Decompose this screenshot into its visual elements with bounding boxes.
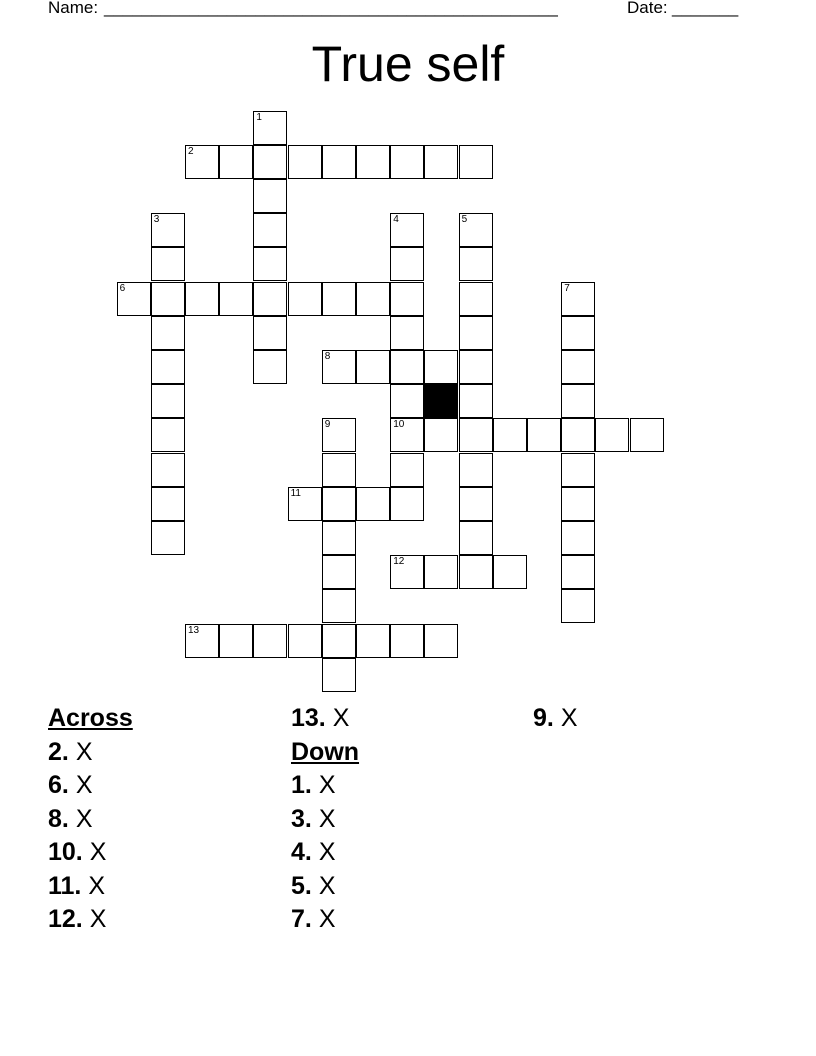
clue-across-8: 8. X: [48, 804, 93, 833]
grid-cell[interactable]: [151, 384, 185, 418]
grid-cell[interactable]: [151, 213, 185, 247]
clue-down-9: 9. X: [533, 704, 578, 732]
grid-cell[interactable]: [356, 350, 390, 384]
grid-cell[interactable]: [424, 145, 458, 179]
grid-cell[interactable]: [253, 145, 287, 179]
grid-cell[interactable]: [253, 316, 287, 350]
grid-cell[interactable]: [390, 316, 424, 350]
grid-cell[interactable]: [390, 350, 424, 384]
grid-cell[interactable]: [322, 487, 356, 521]
clue-across-12: 12. X: [48, 905, 107, 933]
grid-cell[interactable]: [322, 589, 356, 623]
clue-across-2: 2. X: [48, 737, 93, 766]
clue-number: 13: [188, 624, 200, 636]
grid-cell[interactable]: [253, 282, 287, 316]
clue-number: 10: [393, 419, 405, 431]
grid-cell[interactable]: [151, 418, 185, 452]
grid-cell[interactable]: [561, 384, 595, 418]
grid-cell[interactable]: [459, 418, 493, 452]
grid-cell[interactable]: [219, 282, 253, 316]
grid-cell[interactable]: [390, 418, 424, 452]
clue-down-4: 4. X: [291, 838, 336, 866]
grid-cell[interactable]: [185, 282, 219, 316]
across-heading: Across: [48, 704, 133, 732]
grid-cell[interactable]: [459, 282, 493, 316]
black-square: [424, 384, 458, 418]
clue-down-3: 3. X: [291, 804, 336, 833]
grid-cell[interactable]: [322, 418, 356, 452]
grid-cell[interactable]: [356, 145, 390, 179]
grid-cell[interactable]: [390, 282, 424, 316]
grid-cell[interactable]: [288, 624, 322, 658]
grid-cell[interactable]: [322, 624, 356, 658]
grid-cell[interactable]: [151, 247, 185, 281]
grid-cell[interactable]: [459, 555, 493, 589]
clue-across-11: 11. X: [48, 871, 106, 900]
grid-cell[interactable]: [117, 282, 151, 316]
grid-cell[interactable]: [459, 350, 493, 384]
clue-number: 3: [153, 214, 160, 226]
clue-number: 5: [461, 214, 468, 226]
grid-cell[interactable]: [151, 282, 185, 316]
grid-cell[interactable]: [253, 624, 287, 658]
grid-cell[interactable]: [322, 453, 356, 487]
grid-cell[interactable]: [151, 350, 185, 384]
grid-cell[interactable]: [630, 418, 664, 452]
grid-cell[interactable]: [561, 350, 595, 384]
grid-cell[interactable]: [288, 145, 322, 179]
grid-cell[interactable]: [390, 624, 424, 658]
grid-cell[interactable]: [459, 316, 493, 350]
grid-cell[interactable]: [322, 350, 356, 384]
down-heading: Down: [291, 737, 360, 766]
grid-cell[interactable]: [288, 487, 322, 521]
clue-number: 9: [324, 419, 331, 431]
clue-number: 7: [564, 282, 570, 294]
grid-cell[interactable]: [527, 418, 561, 452]
grid-cell[interactable]: [424, 555, 458, 589]
grid-cell[interactable]: [459, 213, 493, 247]
grid-cell[interactable]: [459, 453, 493, 487]
grid-cell[interactable]: [322, 145, 356, 179]
grid-cell[interactable]: [390, 213, 424, 247]
clue-column-2: [291, 702, 359, 937]
clue-number: 2: [188, 145, 194, 157]
grid-cell[interactable]: [322, 658, 356, 692]
grid-cell[interactable]: [322, 282, 356, 316]
grid-cell[interactable]: [253, 213, 287, 247]
grid-cell[interactable]: [561, 316, 595, 350]
name-line[interactable]: ________________________________________________: [104, 0, 558, 17]
clue-number: 8: [324, 351, 331, 362]
grid-cell[interactable]: [561, 487, 595, 521]
grid-cell[interactable]: [493, 418, 527, 452]
grid-cell[interactable]: [151, 487, 185, 521]
grid-cell[interactable]: [219, 145, 253, 179]
grid-cell[interactable]: [356, 282, 390, 316]
grid-cell[interactable]: [356, 487, 390, 521]
grid-cell[interactable]: [561, 589, 595, 623]
grid-cell[interactable]: [151, 521, 185, 555]
grid-cell[interactable]: [253, 247, 287, 281]
clue-number: 12: [393, 556, 405, 568]
clue-number: 6: [119, 282, 126, 294]
grid-cell[interactable]: [424, 418, 458, 452]
grid-cell[interactable]: [390, 247, 424, 281]
grid-cell[interactable]: [424, 624, 458, 658]
clue-column-1: [48, 702, 133, 937]
grid-cell[interactable]: [390, 555, 424, 589]
grid-cell[interactable]: [459, 145, 493, 179]
grid-cell[interactable]: [253, 111, 287, 145]
grid-cell[interactable]: [219, 624, 253, 658]
grid-cell[interactable]: [561, 555, 595, 589]
clue-across-6: 6. X: [48, 771, 93, 799]
grid-cell[interactable]: [459, 247, 493, 281]
grid-cell[interactable]: [561, 282, 595, 316]
clue-number: 11: [290, 487, 301, 499]
page-title: True self: [311, 36, 505, 92]
grid-cell[interactable]: [356, 624, 390, 658]
date-label: Date:: [627, 0, 668, 17]
clue-number: 1: [256, 111, 262, 123]
grid-cell[interactable]: [322, 521, 356, 555]
date-line[interactable]: _______: [672, 0, 739, 17]
clue-column-3: [533, 702, 578, 736]
grid-cell[interactable]: [561, 453, 595, 487]
clue-down-5: 5. X: [291, 871, 336, 900]
grid-cell[interactable]: [390, 487, 424, 521]
clue-across-13: 13. X: [291, 704, 350, 732]
grid-cell[interactable]: [459, 487, 493, 521]
grid-cell[interactable]: [185, 624, 219, 658]
name-label: Name:: [48, 0, 99, 17]
grid-cell[interactable]: [459, 521, 493, 555]
grid-cell[interactable]: [151, 316, 185, 350]
grid-cell[interactable]: [390, 453, 424, 487]
grid-cell[interactable]: [253, 350, 287, 384]
grid-cell[interactable]: [459, 384, 493, 418]
grid-cell[interactable]: [561, 521, 595, 555]
grid-cell[interactable]: [151, 453, 185, 487]
grid-cell[interactable]: [185, 145, 219, 179]
grid-cell[interactable]: [390, 145, 424, 179]
grid-cell[interactable]: [322, 555, 356, 589]
grid-cell[interactable]: [288, 282, 322, 316]
clue-across-10: 10. X: [48, 838, 107, 866]
grid-cell[interactable]: [390, 384, 424, 418]
clue-number: 4: [393, 214, 399, 226]
grid-cell[interactable]: [493, 555, 527, 589]
grid-cell[interactable]: [561, 418, 595, 452]
clue-down-1: 1. X: [291, 771, 336, 799]
grid-cell[interactable]: [595, 418, 629, 452]
grid-cell[interactable]: [424, 350, 458, 384]
clue-down-7: 7. X: [291, 905, 336, 933]
grid-cell[interactable]: [253, 179, 287, 213]
